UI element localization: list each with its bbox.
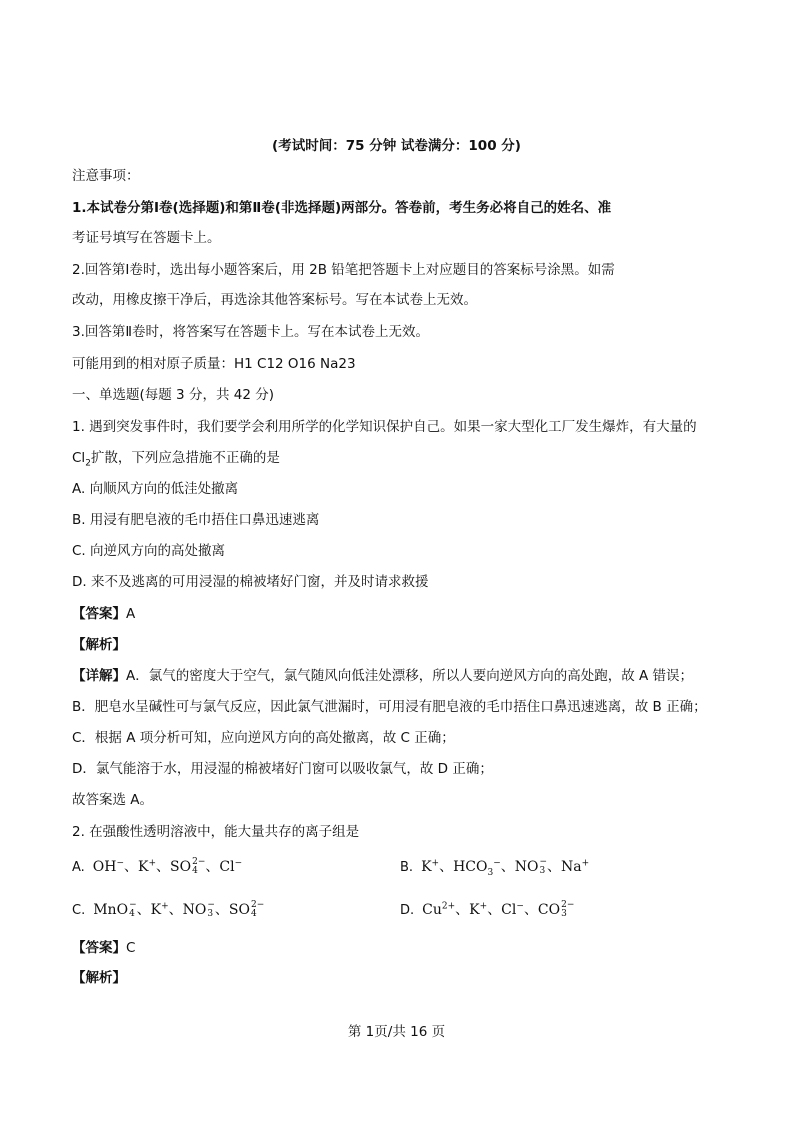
q2-answer: 【答案】C	[72, 940, 136, 956]
q1-stem-line-1: 1. 遇到突发事件时，我们要学会利用所学的化学知识保护自己。如果一家大型化工厂发生爆炸，有大量的	[72, 419, 697, 435]
q1-detail-3: C．根据 A 项分析可知，应向逆风方向的高处撤离，故 C 正确；	[72, 730, 455, 746]
section-title: 一、单选题(每题 3 分，共 42 分)	[72, 387, 274, 403]
q1-option-c: C. 向逆风方向的高处撤离	[72, 543, 226, 559]
note-2-line-1: 2.回答第Ⅰ卷时，选出每小题答案后，用 2B 铅笔把答题卡上对应题目的答案标号涂黑。如需	[72, 262, 615, 278]
note-1-line-1: 1.本试卷分第Ⅰ卷(选择题)和第Ⅱ卷(非选择题)两部分。答卷前，考生务必将自己的姓名、准	[72, 200, 612, 216]
atomic-mass: 可能用到的相对原子质量：H1 C12 O16 Na23	[72, 356, 356, 372]
note-1-line-2: 考证号填写在答题卡上。	[72, 230, 221, 246]
q2-option-c: C. MnO − 4 、K+、NO − 3 、SO 2− 4	[72, 900, 265, 919]
q1-option-d: D. 来不及逃离的可用浸湿的棉被堵好门窗，并及时请求救援	[72, 574, 429, 590]
q2-option-b: B. K+、$HCO_3^-$、NO − 3 、Na+	[400, 857, 590, 878]
q1-option-b: B. 用浸有肥皂液的毛巾捂住口鼻迅速逃离	[72, 512, 320, 528]
q1-detail-1: 【详解】A．氯气的密度大于空气，氯气随风向低洼处漂移，所以人要向逆风方向的高处跑，故 A 错误；	[72, 668, 694, 684]
notes-title: 注意事项：	[72, 168, 140, 184]
q2-option-a: A. OH−、K+、SO 2− 4 、Cl−	[72, 857, 243, 876]
note-2-line-2: 改动，用橡皮擦干净后，再选涂其他答案标号。写在本试卷上无效。	[72, 292, 477, 308]
q1-option-a: A. 向顺风方向的低洼处撤离	[72, 481, 239, 497]
q1-detail-5: 故答案选 A。	[72, 792, 154, 808]
note-3: 3.回答第Ⅱ卷时，将答案写在答题卡上。写在本试卷上无效。	[72, 324, 430, 340]
q1-detail-4: D．氯气能溶于水，用浸湿的棉被堵好门窗可以吸收氯气，故 D 正确；	[72, 761, 493, 777]
q1-detail-2: B．肥皂水呈碱性可与氯气反应，因此氯气泄漏时，可用浸有肥皂液的毛巾捂住口鼻迅速逃离，故 B 正确；	[72, 699, 707, 715]
page-number: 第 1页/共 16 页	[347, 1024, 446, 1040]
q1-stem-line-2: $Cl_2$扩散，下列应急措施不正确的是	[72, 450, 280, 469]
q1-answer: 【答案】A	[72, 606, 136, 622]
q2-option-d: D. $Cu^{2+}$、K+、Cl−、CO 2− 3	[400, 900, 575, 919]
q2-analysis-tag: 【解析】	[72, 970, 126, 986]
exam-info: (考试时间：75 分钟 试卷满分：100 分)	[272, 138, 521, 154]
q1-analysis-tag: 【解析】	[72, 637, 126, 653]
q2-stem: 2. 在强酸性透明溶液中，能大量共存的离子组是	[72, 824, 360, 840]
